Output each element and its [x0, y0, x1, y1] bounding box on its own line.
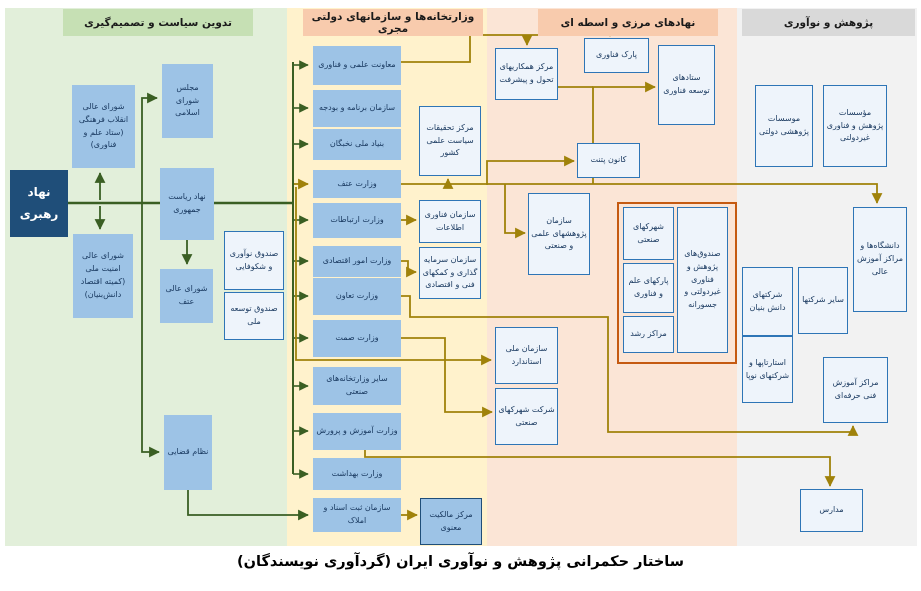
node-irost: سازمان پژوهشهای علمی و صنعتی	[528, 193, 590, 275]
node-innovation-fund: صندوق نوآوری و شکوفایی	[224, 231, 284, 290]
node-national-elites-foundation: بنیاد ملی نخبگان	[313, 129, 401, 160]
node-incubators: مراکز رشد	[623, 316, 674, 353]
node-technology-development-hq: ستادهای توسعه فناوری	[658, 45, 715, 125]
node-ip-center: مرکز مالکیت معنوی	[420, 498, 482, 545]
node-startups: استارتاپها و شرکتهای نوپا	[742, 336, 793, 403]
node-universities: دانشگاه‌ها و مراکز آموزش عالی	[853, 207, 907, 312]
node-national-security-council: شورای عالی امنیت ملی (کمیته اقتصاد دانش‌بنیان)	[73, 234, 133, 318]
node-investment-assistance-org: سازمان سرمایه گذاری و کمکهای فنی و اقتصادی	[419, 247, 481, 299]
node-ministry-ict: وزارت ارتباطات	[313, 203, 401, 238]
research-column-header: پژوهش و نوآوری	[742, 9, 915, 36]
node-cooperation-transformation-center: مرکز همکاریهای تحول و پیشرفت	[495, 48, 558, 100]
node-national-development-fund: صندوق توسعه ملی	[224, 292, 284, 340]
intermediary-column-header: نهادهای مرزی و اسطه ای	[538, 9, 718, 36]
node-ministry-atf: وزارت عتف	[313, 170, 401, 198]
node-leadership: نهاد رهبری	[10, 170, 68, 237]
node-industrial-towns-company: شرکت شهرکهای صنعتی	[495, 388, 558, 445]
node-science-technology-parks: پارکهای علم و فناوری	[623, 263, 674, 313]
node-ministry-health: وزارت بهداشت	[313, 458, 401, 490]
node-presidency: نهاد ریاست جمهوری	[160, 168, 214, 240]
node-ministry-cooperation: وزارت تعاون	[313, 278, 401, 315]
diagram-caption: ساختار حکمرانی پژوهش و نوآوری ایران (گردآوری نویسندگان)	[237, 554, 684, 570]
node-it-organization: سازمان فناوری اطلاعات	[419, 200, 481, 243]
node-science-policy-research-center: مرکز تحقیقات سیاست علمی کشور	[419, 106, 481, 176]
node-patent-office: کانون پتنت	[577, 143, 640, 178]
node-other-industrial-ministries: سایر وزارتخانه‌های صنعتی	[313, 367, 401, 405]
node-vp-science-technology: معاونت علمی و فناوری	[313, 46, 401, 85]
node-ministry-education: وزارت آموزش و پرورش	[313, 413, 401, 450]
node-technology-park: پارک فناوری	[584, 38, 649, 73]
node-parliament: مجلس شورای اسلامی	[162, 64, 213, 138]
node-ministry-industry: وزارت صمت	[313, 320, 401, 357]
policy-column-header: تدوین سیاست و تصمیم‌گیری	[63, 9, 253, 36]
node-schools: مدارس	[800, 489, 863, 532]
node-gov-research-institutes: موسسات پژوهشی دولتی	[755, 85, 813, 167]
node-knowledge-based-companies: شرکتهای دانش بنیان	[742, 267, 793, 336]
node-other-companies: سایر شرکتها	[798, 267, 848, 334]
node-deeds-registration-org: سازمان ثبت اسناد و املاک	[313, 498, 401, 532]
node-atf-supreme-council: شورای عالی عتف	[160, 269, 213, 323]
node-nongov-research-institutes: مؤسسات پژوهش و فناوری غیردولتی	[823, 85, 887, 167]
node-ministry-economy: وزارت امور اقتصادی	[313, 246, 401, 277]
node-industrial-towns: شهرکهای صنعتی	[623, 207, 674, 260]
node-judiciary: نظام قضایی	[164, 415, 212, 490]
node-supreme-cultural-council: شورای عالی انقلاب فرهنگی (ستاد علم و فناوری)	[72, 85, 135, 168]
ministries-column-header: وزارتخانه‌ها و سازمانهای دولتی مجری	[303, 9, 483, 36]
node-nongov-research-funds: صندوق‌های پژوهش و فناوری غیردولتی و جسورانه	[677, 207, 728, 353]
node-national-standards-org: سازمان ملی استاندارد	[495, 327, 558, 384]
node-plan-budget-org: سازمان برنامه و بودجه	[313, 90, 401, 127]
node-tvet-centers: مراکز آموزش فنی حرفه‌ای	[823, 357, 888, 423]
